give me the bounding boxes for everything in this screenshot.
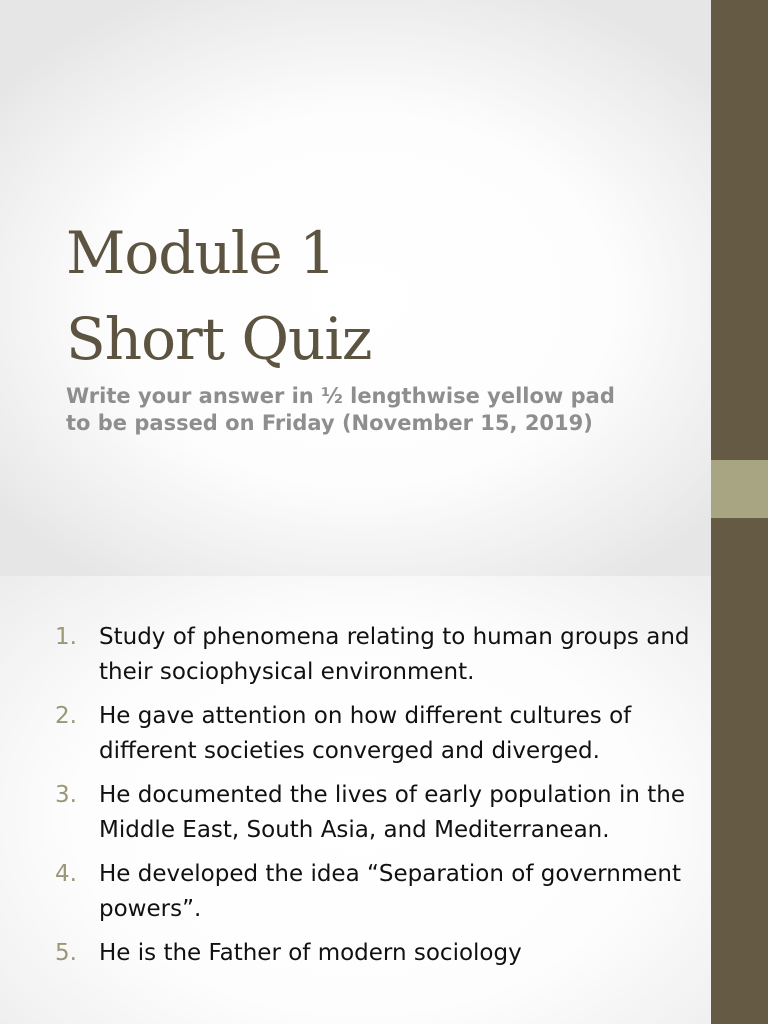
title-line-1: Module 1 [66,219,336,287]
quiz-question-item [55,778,695,848]
question-text: He gave attention on how different cultures of different societies converged and diverged. [99,703,632,764]
question-number: 4. [55,861,77,887]
question-text: Study of phenomena relating to human groups and their sociophysical environment. [99,624,690,685]
question-text: He developed the idea “Separation of government powers”. [99,861,681,922]
quiz-question-item [55,857,695,927]
quiz-question-item [55,936,695,971]
slide-title [66,210,372,382]
quiz-question-item [55,699,695,769]
question-text: He is the Father of modern sociology [99,940,522,966]
question-number: 2. [55,703,77,729]
question-number: 1. [55,624,77,650]
question-text: He documented the lives of early population in the Middle East, South Asia, and Mediterranean. [99,782,685,843]
quiz-question-list [55,620,695,980]
slide-subtitle: Write your answer in ½ lengthwise yellow pad to be passed on Friday (November 15, 2019) [66,384,615,435]
quiz-question-item [55,620,695,690]
question-number: 3. [55,782,77,808]
questions-slide [0,576,768,1024]
question-number: 5. [55,940,77,966]
title-line-2: Short Quiz [66,305,372,373]
sidebar-decoration [711,576,768,1024]
sidebar-accent-decoration [711,460,768,518]
